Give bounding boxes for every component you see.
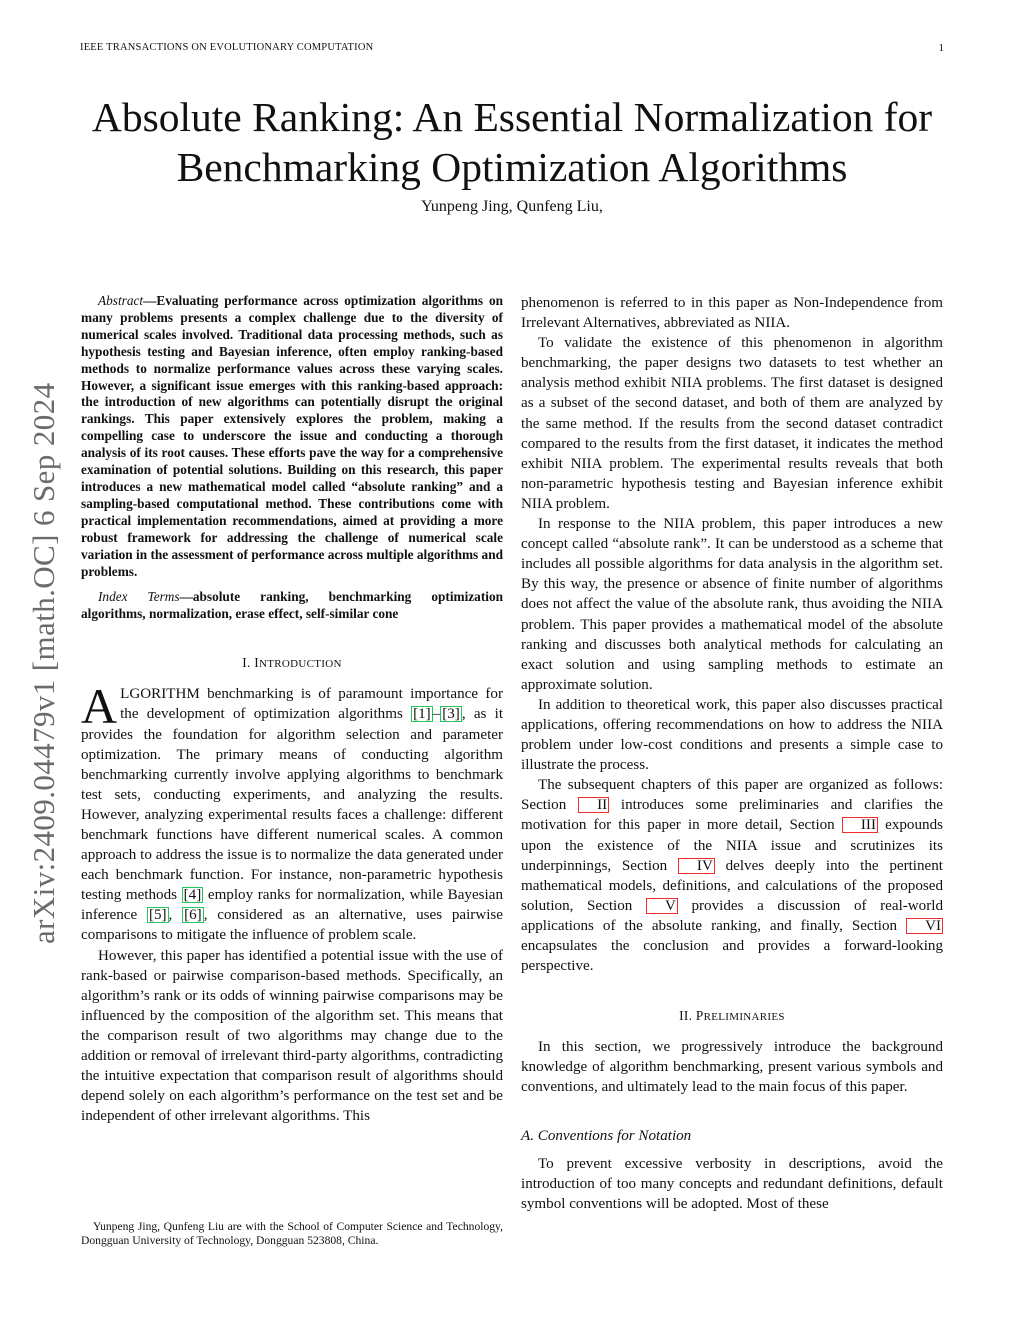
- left-column: [81, 293, 503, 1126]
- running-head: IEEE TRANSACTIONS ON EVOLUTIONARY COMPUTATION: [80, 42, 374, 53]
- intro-paragraph-5: In addition to theoretical work, this paper also discusses practical applications, offering recommendations on how to address the NIIA problem under low-cost conditions and presents a simple case to illustrate the process.: [521, 696, 943, 774]
- abstract-label: Abstract: [98, 293, 144, 308]
- page-number: 1: [938, 42, 944, 54]
- intro-paragraph-3: To validate the existence of this phenomenon in algorithm benchmarking, the paper designs two datasets to test whether an analysis method exhibit NIIA problems. The first dataset is designed as a subset of the second dataset, and both of them are analyzed by the same method. If the results from the second dataset contradict compared to the results from the first dataset, it indicates the method exhibit NIIA problem. The experimental results reveals that both non-parametric hypothesis testing and Bayesian inference exhibit NIIA problem.: [521, 335, 943, 512]
- arxiv-identifier[interactable]: arXiv:2409.04479v1 [math.OC] 6 Sep 2024: [26, 382, 61, 944]
- intro-paragraph-1: ALGORITHM benchmarking is of paramount importance for the development of optimization algorithms [1] – [3] , as it provides the foundation for algorithm selection and parameter optimization. The primary means of conducting algorithm benchmarking currently involve applying algorithms to benchmark test sets, conducting experiments, and analyzing the results. However, analyzing experimental results faces a challenge: different benchmark functions have different numerical scales. A common approach to address the issue is to normalize the data generated under each benchmark function. For instance, non-parametric hypothesis testing methods [4] employ ranks for normalization, while Bayesian inference [5] , [6] , considered as an alternative, uses pairwise comparisons to mitigate the influence of problem scale.: [81, 678, 504, 944]
- subsection-heading-notation: A. Conventions for Notation: [521, 1127, 692, 1144]
- section-heading-preliminaries: II. PRELIMINARIES: [679, 1008, 785, 1024]
- section-link[interactable]: II: [578, 797, 609, 813]
- index-terms: [81, 589, 503, 623]
- index-terms-text: —absolute ranking, benchmarking optimization algorithms, normalization, erase effect, self-similar cone: [81, 589, 503, 622]
- intro-paragraph-6: The subsequent chapters of this paper are organized as follows: Section II introduces some preliminaries and clarifies the motivation for this paper in more detail, Section III expounds upon the existence of the NIIA issue and scrutinizes its underpinnings, Section IV delves deeply into the pertinent mathematical models, definitions, and calculations of the proposed solution, Section V provides a discussion of real-world applications of the absolute ranking, and finally, Section VI encapsulates the conclusion and provides a forward-looking perspective.: [521, 777, 943, 975]
- citation-link[interactable]: [3]: [442, 706, 460, 723]
- citation-link[interactable]: [1]: [413, 706, 431, 723]
- citation-link[interactable]: [6]: [184, 907, 202, 924]
- index-terms-label: Index Terms: [98, 589, 180, 605]
- intro-paragraph-4: In response to the NIIA problem, this paper introduces a new concept called “absolute rank”. It can be understood as a scheme that includes all possible algorithms for data analysis in the algorithm set. By this way, the presence or absence of finite number of algorithms does not affect the value of the absolute rank, thus avoiding the NIIA problem. This paper provides a mathematical model of the absolute ranking and discusses both analytical methods for calculating an exact solution and using sampling methods to estimate an approximate solution.: [521, 516, 943, 693]
- section-link[interactable]: III: [842, 817, 878, 833]
- section-link[interactable]: V: [646, 898, 678, 914]
- drop-cap: A: [81, 678, 118, 735]
- prelim-paragraph-2: To prevent excessive verbosity in descriptions, avoid the introduction of too many concepts and redundant definitions, default symbol conventions will be adopted. Most of these: [521, 1155, 943, 1212]
- section-link[interactable]: IV: [678, 858, 715, 874]
- abstract-text: —Evaluating performance across optimization algorithms on many problems presents a complex challenge due to the diversity of numerical scales involved. Traditional data processing methods, such as hypothesis testing and Bayesian inference, often employ ranking-based methods to normalize performance values across these varying scales. However, a significant issue emerges with this ranking-based approach: the introduction of new algorithms can potentially disrupt the original rankings. This paper extensively explores the problem, making a compelling case to underscore the issue and conducting a thorough analysis of its root causes. These efforts pave the way for a comprehensive examination of potential solutions. Building on this research, this paper introduces a new mathematical model called “absolute ranking” and a sampling-based computational method. These contributions come with practical implementation recommendations, aimed at providing a more robust framework for addressing the challenge of numerical scale variation in the assessment of performance across multiple algorithms and problems.: [81, 293, 503, 579]
- paper-title: Absolute Ranking: An Essential Normalization for Benchmarking Optimization Algorithms: [91, 94, 933, 190]
- author-list: Yunpeng Jing, Qunfeng Liu,: [421, 198, 603, 215]
- intro-paragraph-2: However, this paper has identified a potential issue with the use of rank-based or pairwise comparison-based methods. Specifically, an algorithm’s rank or its odds of winning pairwise comparisons may be influenced by the composition of the algorithm set. This means that the comparison result of two algorithms may change due to the addition or removal of irrelevant third-party algorithms, contradicting the intuitive expectation that comparison result of algorithms should depend solely on each algorithm’s performance on the test set and be independent of other irrelevant algorithms. This: [81, 947, 503, 1125]
- intro-paragraph-2-continued: phenomenon is referred to in this paper as Non-Independence from Irrelevant Alternatives, abbreviated as NIIA.: [521, 295, 943, 332]
- author-affiliation-footnote: Yunpeng Jing, Qunfeng Liu are with the School of Computer Science and Technology, Dongguan University of Technology, Dongguan 523808, China.: [81, 1220, 503, 1248]
- right-column: [521, 293, 943, 1214]
- section-heading-introduction: I. INTRODUCTION: [242, 655, 342, 671]
- abstract: [81, 293, 503, 580]
- citation-link[interactable]: [4]: [183, 887, 202, 904]
- section-link[interactable]: VI: [906, 918, 943, 934]
- citation-link[interactable]: [5]: [148, 907, 167, 924]
- prelim-paragraph-1: In this section, we progressively introduce the background knowledge of algorithm benchmarking, present various symbols and conventions, and ultimately lead to the main focus of this paper.: [521, 1039, 943, 1096]
